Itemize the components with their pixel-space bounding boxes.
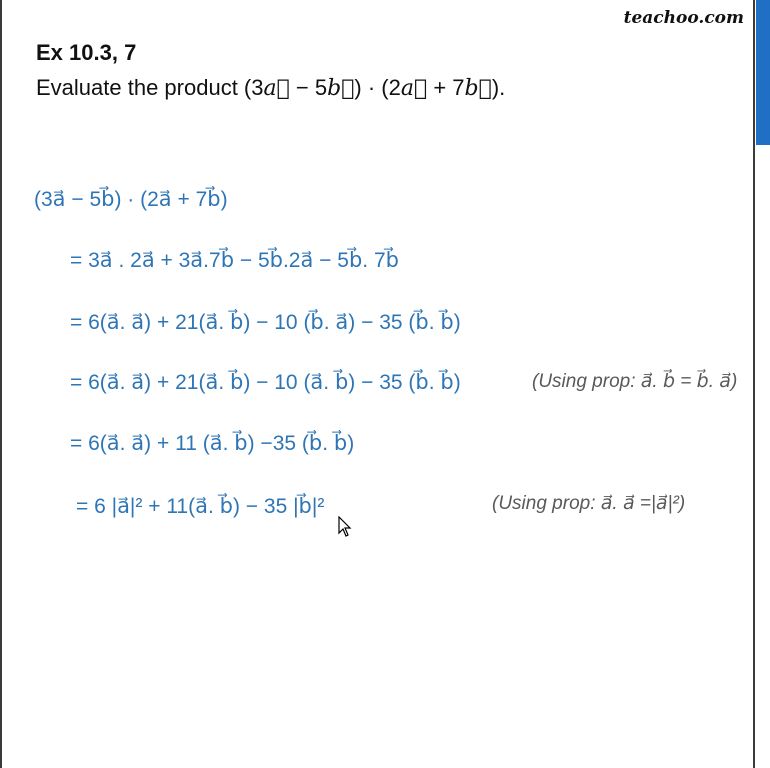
- question-mid-1: − 5: [289, 75, 328, 100]
- question-text: [36, 75, 505, 101]
- solution-line-6: = 6 |a⃗|² + 11(a⃗. b⃗) − 35 |b⃗|²: [76, 495, 325, 518]
- left-border: [0, 0, 2, 768]
- solution-line-1: (3a⃗ − 5b⃗) · (2a⃗ + 7b⃗): [34, 188, 228, 211]
- exercise-title: Ex 10.3, 7: [36, 40, 137, 65]
- solution-line-4: = 6(a⃗. a⃗) + 21(a⃗. b⃗) − 10 (a⃗. b⃗) − 35 (b⃗. b⃗): [70, 371, 461, 394]
- vector-b: b⃗: [327, 76, 355, 101]
- vector-a: a⃗: [263, 76, 290, 101]
- vector-b: b⃗: [464, 76, 492, 101]
- mouse-pointer-icon: [338, 516, 352, 538]
- question-mid-2: ) · (2: [354, 75, 401, 100]
- property-note-2: (Using prop: a⃗. a⃗ =|a⃗|²): [492, 493, 686, 514]
- vector-a: a⃗: [400, 76, 428, 101]
- scrollbar-thumb[interactable]: [756, 0, 770, 145]
- right-border: [753, 0, 755, 768]
- solution-line-3: = 6(a⃗. a⃗) + 21(a⃗. b⃗) − 10 (b⃗. a⃗) − 35 (b⃗. b⃗): [70, 311, 461, 334]
- solution-line-2: = 3a⃗ . 2a⃗ + 3a⃗.7b⃗ − 5b⃗.2a⃗ − 5b⃗. 7b⃗: [70, 249, 399, 272]
- question-mid-3: + 7: [427, 75, 465, 100]
- property-note-1: (Using prop: a⃗. b⃗ = b⃗. a⃗): [532, 371, 738, 392]
- question-end: ).: [491, 75, 506, 100]
- solution-line-5: = 6(a⃗. a⃗) + 11 (a⃗. b⃗) −35 (b⃗. b⃗): [70, 432, 355, 455]
- question-prefix: Evaluate the product (3: [36, 75, 264, 100]
- brand-logo: teachoo.com: [623, 8, 744, 28]
